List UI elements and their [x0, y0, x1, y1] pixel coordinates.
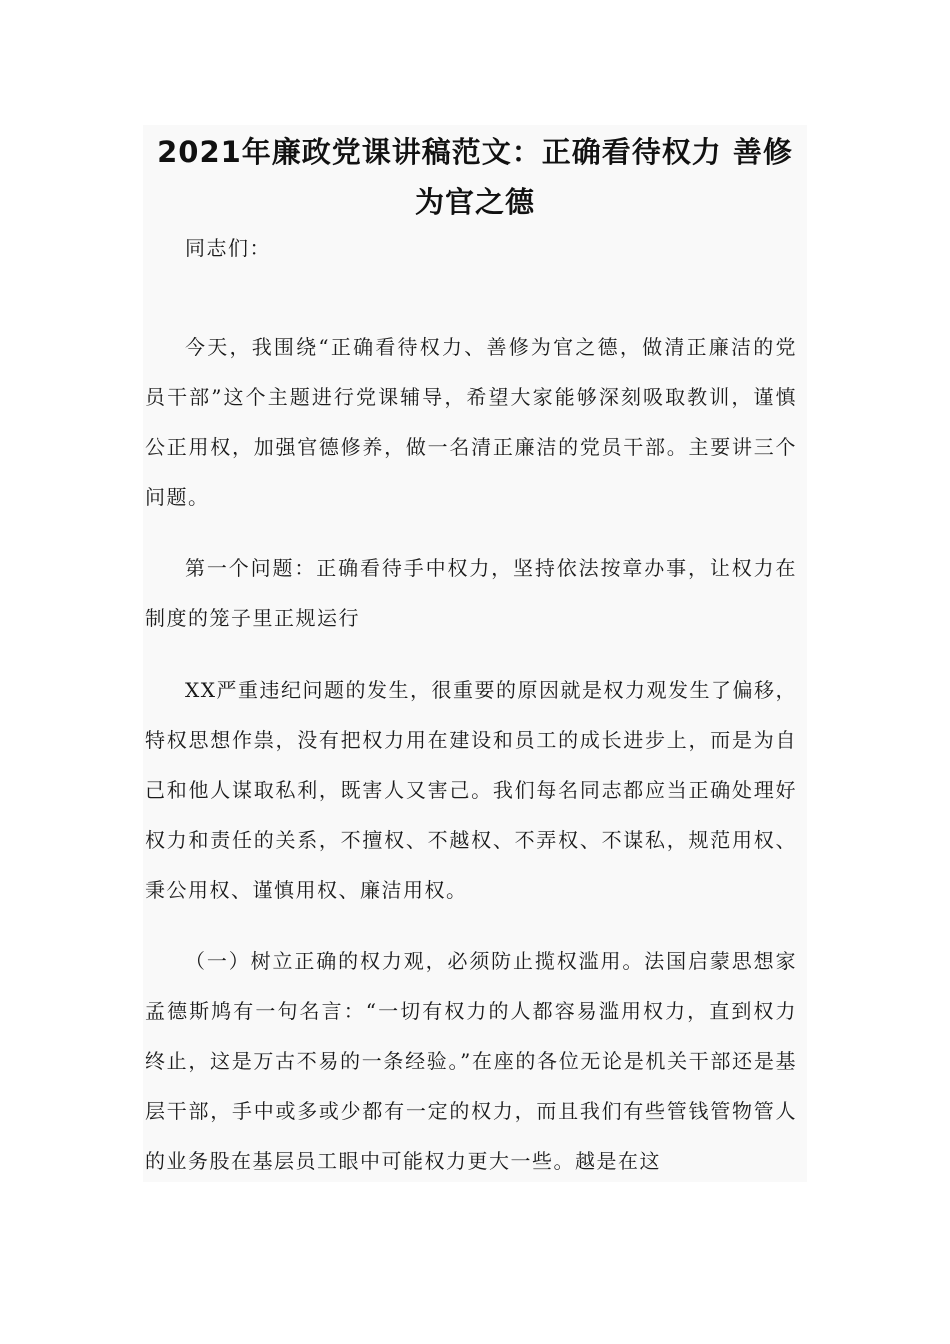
greeting: 同志们： [185, 236, 271, 260]
paragraph-section-heading: 第一个问题：正确看待手中权力，坚持依法按章办事，让权力在制度的笼子里正规运行 [145, 556, 797, 630]
document-title: 2021年廉政党课讲稿范文：正确看待权力 善修为官之德 [157, 135, 793, 219]
paragraph-body: XX严重违纪问题的发生，很重要的原因就是权力观发生了偏移，特权思想作祟，没有把权力用在建设和员工的成长进步上，而是为自己和他人谋取私利，既害人又害己。我们每名同志都应当正确处理好权力和责任的关系，不擅权、不越权、不弄权、不谋私，规范用权、秉公用权、谨慎用权、廉洁用权。 [145, 678, 797, 902]
paragraph-subsection: （一）树立正确的权力观，必须防止揽权滥用。法国启蒙思想家孟德斯鸠有一句名言：“一切有权力的人都容易滥用权力，直到权力终止，这是万古不易的一条经验。”在座的各位无论是机关干部还是基层干部，手中或多或少都有一定的权力，而且我们有些管钱管物管人的业务股在基层员工眼中可能权力更大一些。越是在这 [145, 949, 797, 1173]
paragraph-intro: 今天，我围绕“正确看待权力、善修为官之德，做清正廉洁的党员干部”这个主题进行党课辅导，希望大家能够深刻吸取教训，谨慎公正用权，加强官德修养，做一名清正廉洁的党员干部。主要讲三个问题。 [145, 335, 797, 509]
